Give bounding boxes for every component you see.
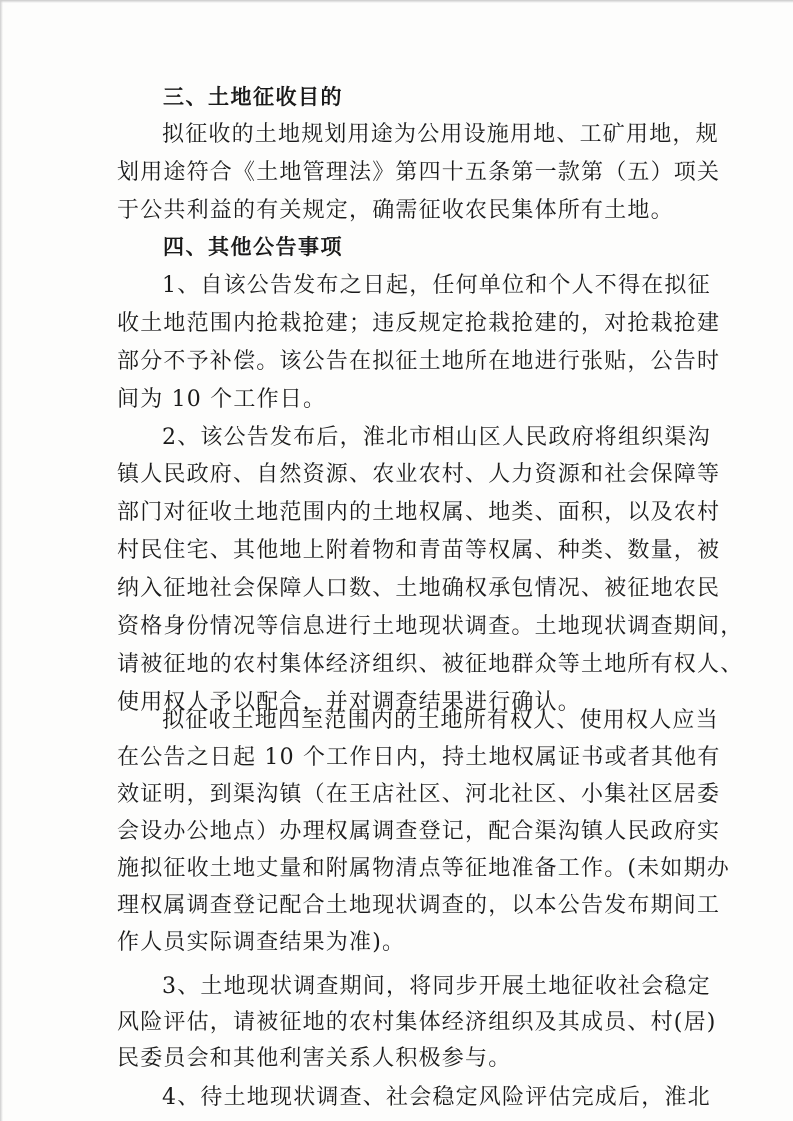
paragraph-line: 3、土地现状调查期间，将同步开展土地征收社会稳定 bbox=[162, 974, 711, 999]
section-heading: 四、其他公告事项 bbox=[163, 235, 343, 259]
paragraph-line: 部门对征收土地范围内的土地权属、地类、面积，以及农村 bbox=[117, 500, 721, 525]
paragraph-line: 收土地范围内抢栽抢建；违反规定抢栽抢建的，对抢栽抢建 bbox=[117, 311, 721, 336]
paragraph-line: 镇人民政府、自然资源、农业农村、人力资源和社会保障等 bbox=[117, 462, 721, 487]
paragraph-line: 拟征收土地四至范围内的土地所有权人、使用权人应当 bbox=[162, 708, 719, 733]
paragraph-line: 民委员会和其他利害关系人积极参与。 bbox=[117, 1046, 512, 1071]
paragraph-line: 于公共利益的有关规定，确需征收农民集体所有土地。 bbox=[117, 198, 674, 223]
paragraph-line: 村民住宅、其他地上附着物和青苗等权属、种类、数量，被 bbox=[117, 538, 721, 563]
paragraph-line: 请被征地的农村集体经济组织、被征地群众等土地所有权人、 bbox=[117, 652, 744, 677]
paragraph-line: 间为 10 个工作日。 bbox=[117, 387, 327, 412]
paragraph-line: 4、待土地现状调查、社会稳定风险评估完成后，淮北 bbox=[162, 1085, 711, 1110]
scan-edge bbox=[0, 0, 3, 1121]
paragraph-line: 在公告之日起 10 个工作日内，持土地权属证书或者其他有 bbox=[117, 745, 721, 770]
paragraph-line: 施拟征收土地丈量和附属物清点等征地准备工作。(未如期办 bbox=[117, 856, 730, 881]
section-heading: 三、土地征收目的 bbox=[163, 85, 343, 109]
paragraph-line: 部分不予补偿。该公告在拟征土地所在地进行张贴，公告时 bbox=[117, 349, 721, 374]
paragraph-line: 作人员实际调查结果为准)。 bbox=[117, 930, 406, 955]
paragraph-line: 划用途符合《土地管理法》第四十五条第一款第（五）项关 bbox=[117, 160, 721, 185]
paragraph-line: 会设办公地点）办理权属调查登记，配合渠沟镇人民政府实 bbox=[117, 819, 721, 844]
paragraph-line: 1、自该公告发布之日起，任何单位和个人不得在拟征 bbox=[162, 273, 711, 298]
paragraph-line: 拟征收的土地规划用途为公用设施用地、工矿用地，规 bbox=[162, 122, 719, 147]
paragraph-line: 资格身份情况等信息进行土地现状调查。土地现状调查期间， bbox=[117, 614, 744, 639]
paragraph-line: 风险评估，请被征地的农村集体经济组织及其成员、村(居) bbox=[117, 1010, 717, 1035]
scan-edge bbox=[0, 0, 793, 3]
paragraph-line: 效证明，到渠沟镇（在王店社区、河北社区、小集社区居委 bbox=[117, 782, 721, 807]
paragraph-line: 纳入征地社会保障人口数、土地确权承包情况、被征地农民 bbox=[117, 576, 721, 601]
paragraph-line: 2、该公告发布后，淮北市相山区人民政府将组织渠沟 bbox=[162, 425, 711, 450]
paragraph-line: 理权属调查登记配合土地现状调查的，以本公告发布期间工 bbox=[117, 893, 721, 918]
paragraph-line: 使用权人予以配合，并对调查结果进行确认。 bbox=[117, 690, 582, 715]
